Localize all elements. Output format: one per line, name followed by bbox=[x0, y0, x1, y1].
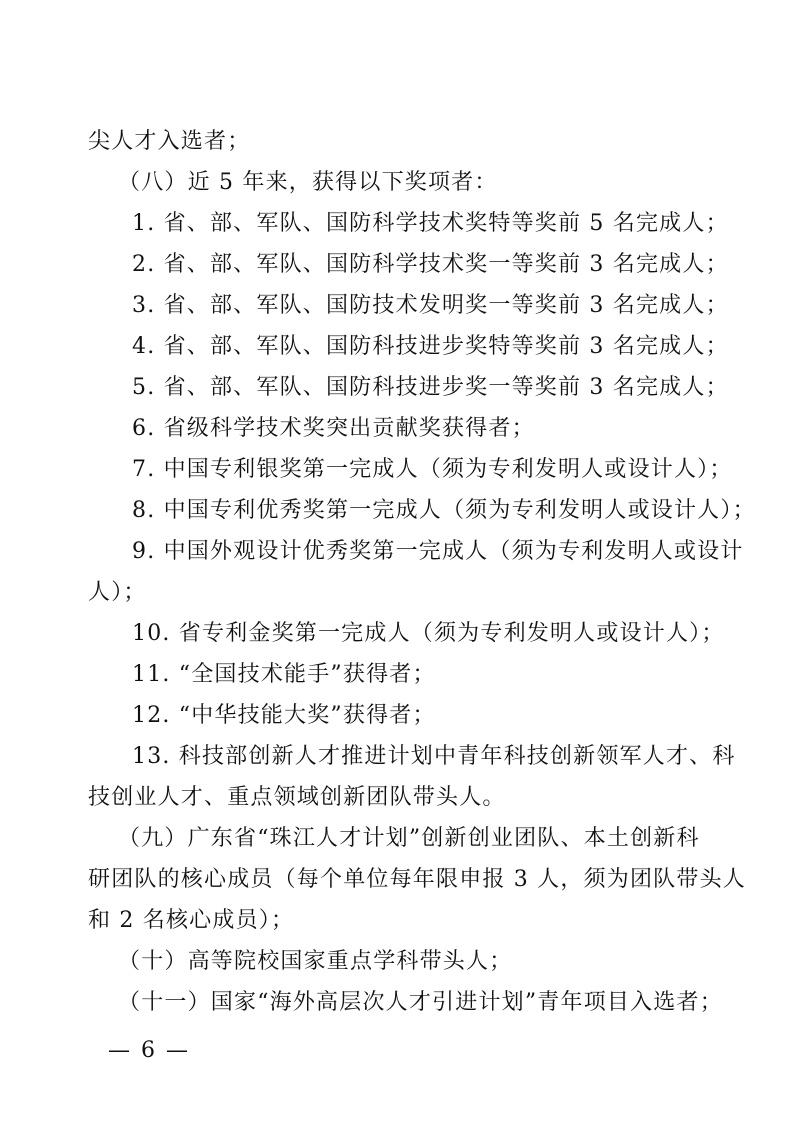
section-heading: （十一）国家“海外高层次人才引进计划”青年项目入选者； bbox=[118, 990, 723, 1015]
list-item: 6. 省级科学技术奖突出贡献奖获得者； bbox=[132, 416, 535, 441]
text-line: 和 2 名核心成员）； bbox=[88, 908, 295, 933]
section-heading: （九）广东省“珠江人才计划”创新创业团队、本土创新科 bbox=[118, 826, 700, 851]
section-heading: （八）近 5 年来，获得以下奖项者： bbox=[118, 170, 498, 195]
list-item: 9. 中国外观设计优秀奖第一完成人（须为专利发明人或设计 bbox=[132, 539, 744, 564]
section-heading: （十）高等院校国家重点学科带头人； bbox=[118, 949, 513, 974]
list-item: 7. 中国专利银奖第一完成人（须为专利发明人或设计人）； bbox=[132, 457, 733, 482]
list-item: 2. 省、部、军队、国防科学技术奖一等奖前 3 名完成人； bbox=[132, 252, 729, 277]
list-item: 11. “全国技术能手”获得者； bbox=[132, 662, 436, 687]
text-line: 尖人才入选者； bbox=[88, 129, 251, 154]
list-item: 4. 省、部、军队、国防科技进步奖特等奖前 3 名完成人； bbox=[132, 334, 729, 359]
list-item: 8. 中国专利优秀奖第一完成人（须为专利发明人或设计人）； bbox=[132, 498, 756, 523]
list-item: 3. 省、部、军队、国防技术发明奖一等奖前 3 名完成人； bbox=[132, 293, 729, 318]
list-item-continuation: 技创业人才、重点领域创新团队带头人。 bbox=[88, 785, 506, 810]
list-item-continuation: 人）； bbox=[88, 580, 147, 605]
text-line: 研团队的核心成员（每个单位每年限申报 3 人，须为团队带头人 bbox=[88, 867, 746, 892]
list-item: 1. 省、部、军队、国防科学技术奖特等奖前 5 名完成人； bbox=[132, 211, 729, 236]
list-item: 12. “中华技能大奖”获得者； bbox=[132, 703, 436, 728]
page-number: — 6 — bbox=[108, 1038, 190, 1063]
list-item: 13. 科技部创新人才推进计划中青年科技创新领军人才、科 bbox=[132, 744, 736, 769]
list-item: 10. 省专利金奖第一完成人（须为专利发明人或设计人）； bbox=[132, 621, 725, 646]
list-item: 5. 省、部、军队、国防科技进步奖一等奖前 3 名完成人； bbox=[132, 375, 729, 400]
